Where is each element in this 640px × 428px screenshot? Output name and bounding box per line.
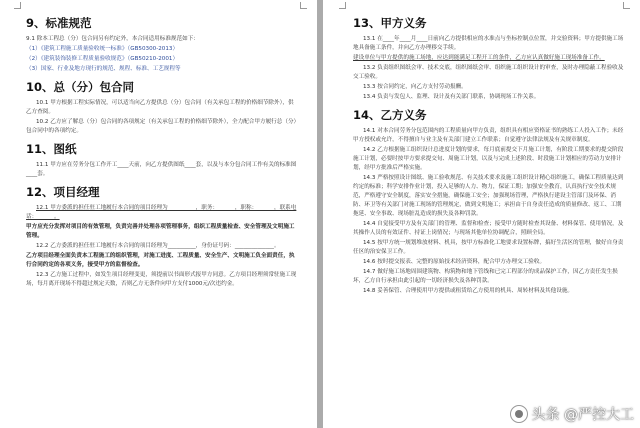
paragraph: 13.4 负责与发包人、监理、设计及有关部门联系，协调现场工作关系。: [363, 94, 540, 100]
paragraph: 14.8 妥善保管、合理使用甲方提供或租赁给乙方使用的机具、周转材料及其他设施。: [363, 288, 574, 294]
paragraph: 10.1 甲方根据工程实际情况，可以适当向乙方提供总（分）包合同（有关承包工程的价格细节除外），供乙方查阅。: [26, 100, 294, 115]
paragraph: 14.2 乙方根据施工组织设计总进度计划的要求，每月底前提交下月施工计划，有阶段工期要求的提交阶段施工计划，必要时按甲方要求提交旬、周施工计划，以及与完成上述阶段、时段施工计划相应的劳动力安排计划，经甲方批准后严格实施。: [353, 147, 624, 171]
paragraph: （2）《建筑装饰装修工程质量验收规范》（GB50210-2001）: [26, 56, 179, 62]
paragraph: 乙方项目经理全面负责本工程施工的组织管理，对施工进度、工程质量、安全生产、文明施工负全面责任，执行合同约定的各项义务，接受甲方的监督检查。: [26, 253, 295, 268]
paragraph: 甲方应充分发挥对项目的有效管理，负责完善并处理各项管理事务，组织工程质量检查、安全管理及文明施工管理。: [26, 224, 295, 239]
paragraph: 建设单位与甲方提供的施工场地，应达到能满足工程开工的条件，乙方应认真做好施工现场准备工作。: [353, 55, 605, 61]
section-heading: 14、乙方义务: [353, 108, 427, 122]
paragraph: 12.3 乙方施工过程中，如发生项目经理变更，须提前以书面形式报甲方同意。乙方项目经理须常驻施工现场，每月离开现场不得超过规定天数，否则乙方无条件向甲方支付1000元/次违约金。: [26, 272, 297, 287]
paragraph: 12.2 乙方委派的担任驻工地履行本合同的项目经理为__________，身份证号码：______________。: [36, 243, 280, 249]
watermark: [510, 404, 634, 424]
paragraph: 13.2 负责组织图纸会审、技术交底，组织图纸会审、组织施工组织设计的审查，及时办理隐蔽工程验收及交工验收。: [353, 65, 624, 80]
paragraph: 9.1 除本工程总（分）包合同另有约定外，本合同适用标准规范如下：: [26, 36, 199, 42]
section-heading: 13、甲方义务: [353, 16, 427, 30]
crop-mark: [14, 2, 21, 9]
page-content: [26, 16, 299, 289]
paragraph: 14.6 按时提交报表、完整的原始技术经济资料，配合甲方办理交工验收。: [363, 259, 546, 265]
paragraph: 14.1 对本合同劳务分包范围内的工程质量向甲方负责，组织具有相应资格证书的熟练工人投入工作；未经甲方授权或允许，不得擅自与业主及有关部门建立工作联系；自觉遵守法律法规及有关规章制度。: [353, 128, 624, 143]
paragraph: 13.1 在____年____月____日前向乙方提供相应的水准点与坐标控制点位置，并交验资料；甲方提供施工场地具备施工条件，并向乙方办理移交手续。: [353, 36, 624, 51]
crop-mark: [339, 2, 346, 9]
paragraph: 10.2 乙方应了解总（分）包合同的各项规定（有关承包工程的价格细节除外），全力配合甲方履行总（分）包合同中的各项约定。: [26, 119, 297, 134]
section-heading: 10、总（分）包合同: [26, 80, 135, 94]
document-page-right: [323, 0, 640, 428]
paragraph: 14.4 自觉接受甲方及有关部门的管理、监督和检查；接受甲方随时检查其设备、材料保管、使用情况，及其操作人员的有效证件、持证上岗情况；与现场其他单位协调配合，照顾全局。: [353, 221, 624, 236]
paragraph: 11.1 甲方应在劳务分包工作开工____天前，向乙方提供图纸____套，以及与本分包合同工作有关的标准图____套。: [26, 162, 297, 177]
paragraph: 12.1 甲方委派的担任驻工地履行本合同的项目经理为__________，职务：______，职称：______，联系电话：______。: [26, 205, 297, 220]
paragraph: 14.7 做好施工场地周围建筑物、构筑物和地下管线和已完工程部分的成品保护工作，因乙方责任发生损坏，乙方自行承担由此引起的一切经济损失及各种罚款。: [353, 269, 618, 284]
paragraph: 14.5 按甲方统一规划堆放材料、机具，按甲方标准化工地要求设置标牌，搞好生活区的管理，做好自身责任区的治安保卫工作。: [353, 240, 624, 255]
section-heading: 11、图纸: [26, 142, 77, 156]
section-heading: 9、标准规范: [26, 16, 92, 30]
section-heading: 12、项目经理: [26, 185, 100, 199]
crop-mark: [623, 2, 630, 9]
crop-mark: [300, 2, 307, 9]
page-content: [353, 16, 624, 296]
paragraph: （1）《建筑工程施工质量验收统一标准》（GB50300-2013）: [26, 46, 179, 52]
document-page-left: [0, 0, 317, 428]
paragraph: 13.3 按合同约定，向乙方支付劳动报酬。: [363, 84, 467, 90]
paragraph: （3）国家、行业及地方现行的规范、规程、标准、工艺规程等: [26, 66, 181, 72]
paragraph: 14.3 严格按照设计图纸、施工验收规范、有关技术要求及施工组织设计精心组织施工，确保工程质量达到约定的标准；科学安排作业计划，投入足够的人力、物力，保证工期；加强安全教育，认真执行安全技术规范，严格遵守安全制度，落实安全措施，确保施工安全；加强现场管理，严格执行建设主管部门及环保、消防、环卫等有关部门对施工现场的管理规定，做到文明施工；承担由于自身责任造成的质量修改、返工、工期拖延、安全事故、现场脏乱造成的损失及各种罚款。: [353, 175, 624, 217]
watermark-text: 头条 @严控大工: [531, 407, 634, 423]
watermark-logo-icon: [510, 405, 528, 423]
